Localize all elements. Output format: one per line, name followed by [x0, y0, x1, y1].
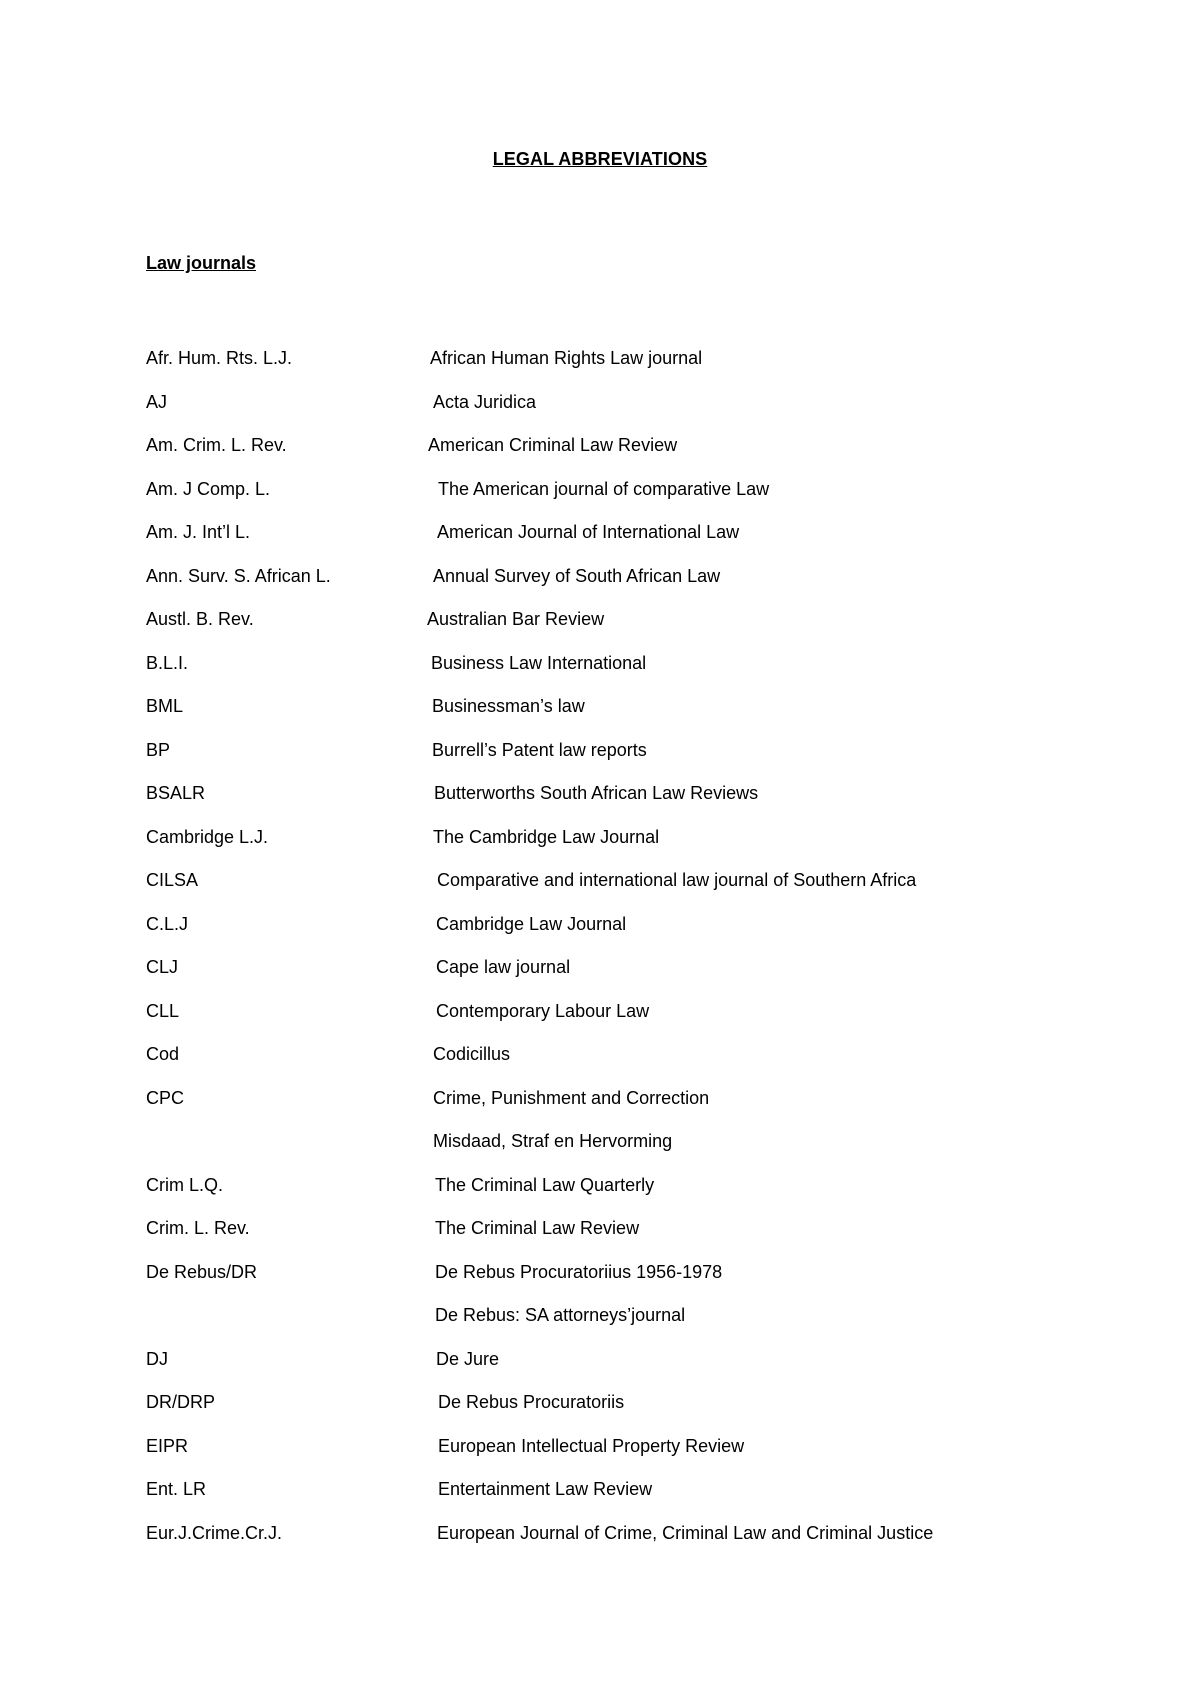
abbreviation-meaning: Business Law International [431, 652, 647, 673]
abbreviation: Crim L.Q. [146, 1174, 224, 1195]
abbreviation: DJ [146, 1348, 168, 1369]
abbreviation-meaning: The Criminal Law Quarterly [435, 1174, 655, 1195]
list-item [146, 955, 1046, 999]
abbreviation: Afr. Hum. Rts. L.J. [146, 348, 293, 368]
list-item [146, 564, 1046, 608]
abbreviation: EIPR [146, 1435, 189, 1456]
abbreviation-meaning: De Rebus: SA attorneys’journal [435, 1305, 686, 1325]
abbreviation-meaning: Australian Bar Review [427, 609, 605, 629]
abbreviation-meaning: Contemporary Labour Law [436, 1000, 650, 1021]
list-item [146, 1086, 1046, 1130]
abbreviation: C.L.J [146, 913, 189, 934]
abbreviation-meaning: Entertainment Law Review [438, 1479, 653, 1499]
abbreviation-meaning: Annual Survey of South African Law [433, 565, 721, 586]
abbreviation-meaning: De Jure [436, 1348, 500, 1369]
list-item [146, 694, 1046, 738]
list-item [146, 346, 1046, 390]
list-item [146, 390, 1046, 434]
abbreviation: BP [146, 739, 171, 760]
abbreviation: De Rebus/DR [146, 1261, 258, 1282]
list-item [146, 477, 1046, 521]
abbreviation: Ann. Surv. S. African L. [146, 565, 331, 586]
abbreviation-meaning: Acta Juridica [433, 391, 537, 412]
list-item [146, 1260, 1046, 1304]
list-item [146, 868, 1046, 912]
abbreviation-meaning: Codicillus [433, 1044, 511, 1064]
abbreviation-meaning: Crime, Punishment and Correction [433, 1087, 710, 1108]
list-item [146, 1042, 1046, 1086]
abbreviation: Austl. B. Rev. [146, 609, 254, 629]
abbreviation: Cambridge L.J. [146, 826, 269, 847]
abbreviation: Eur.J.Crime.Cr.J. [146, 1522, 283, 1543]
abbreviation: AJ [146, 391, 168, 412]
section-heading-law-journals: Law journals [146, 253, 257, 273]
list-item [146, 738, 1046, 782]
abbreviation: Crim. L. Rev. [146, 1218, 250, 1238]
list-item [146, 1173, 1046, 1217]
abbreviation-meaning: Butterworths South African Law Reviews [434, 783, 759, 803]
abbreviation-meaning: European Intellectual Property Review [438, 1435, 745, 1456]
list-item [146, 1477, 1046, 1521]
abbreviation-meaning: Cape law journal [436, 957, 571, 977]
abbreviation: Am. Crim. L. Rev. [146, 435, 287, 455]
abbreviation-meaning: Comparative and international law journal of Southern Africa [437, 870, 917, 890]
abbreviation-meaning: Misdaad, Straf en Hervorming [433, 1131, 673, 1151]
abbreviation-meaning: American Criminal Law Review [428, 435, 678, 455]
abbreviation: Cod [146, 1044, 180, 1064]
abbreviation-meaning: African Human Rights Law journal [430, 348, 703, 368]
abbreviation-meaning: American Journal of International Law [437, 522, 740, 542]
abbreviation: Am. J Comp. L. [146, 478, 271, 499]
abbreviation-list [146, 346, 1046, 1564]
list-item [146, 1390, 1046, 1434]
abbreviation: B.L.I. [146, 652, 189, 673]
list-item [146, 999, 1046, 1043]
abbreviation-meaning: The Criminal Law Review [435, 1218, 640, 1238]
abbreviation-meaning: De Rebus Procuratoriius 1956-1978 [435, 1261, 723, 1282]
list-item [146, 1521, 1046, 1565]
list-item [146, 912, 1046, 956]
abbreviation: Ent. LR [146, 1479, 207, 1499]
list-item [146, 1347, 1046, 1391]
list-item [146, 781, 1046, 825]
list-item [146, 1303, 1046, 1347]
abbreviation: DR/DRP [146, 1392, 216, 1412]
list-item [146, 1129, 1046, 1173]
list-item [146, 433, 1046, 477]
abbreviation-meaning: Cambridge Law Journal [436, 913, 627, 934]
abbreviation: CPC [146, 1087, 185, 1108]
list-item [146, 520, 1046, 564]
abbreviation-meaning: Burrell’s Patent law reports [432, 739, 647, 760]
list-item [146, 607, 1046, 651]
abbreviation-meaning: Businessman’s law [432, 696, 585, 716]
abbreviation-meaning: The American journal of comparative Law [438, 478, 770, 499]
abbreviation: Am. J. Int’l L. [146, 522, 251, 542]
list-item [146, 1434, 1046, 1478]
list-item [146, 651, 1046, 695]
abbreviation: CILSA [146, 870, 199, 890]
abbreviation-meaning: The Cambridge Law Journal [433, 826, 660, 847]
abbreviation: BML [146, 696, 184, 716]
abbreviation-meaning: De Rebus Procuratoriis [438, 1392, 625, 1412]
abbreviation: CLJ [146, 957, 179, 977]
abbreviation-meaning: European Journal of Crime, Criminal Law and Criminal Justice [437, 1522, 934, 1543]
list-item [146, 825, 1046, 869]
abbreviation: CLL [146, 1000, 180, 1021]
list-item [146, 1216, 1046, 1260]
abbreviation: BSALR [146, 783, 206, 803]
document-title: LEGAL ABBREVIATIONS [492, 149, 708, 169]
